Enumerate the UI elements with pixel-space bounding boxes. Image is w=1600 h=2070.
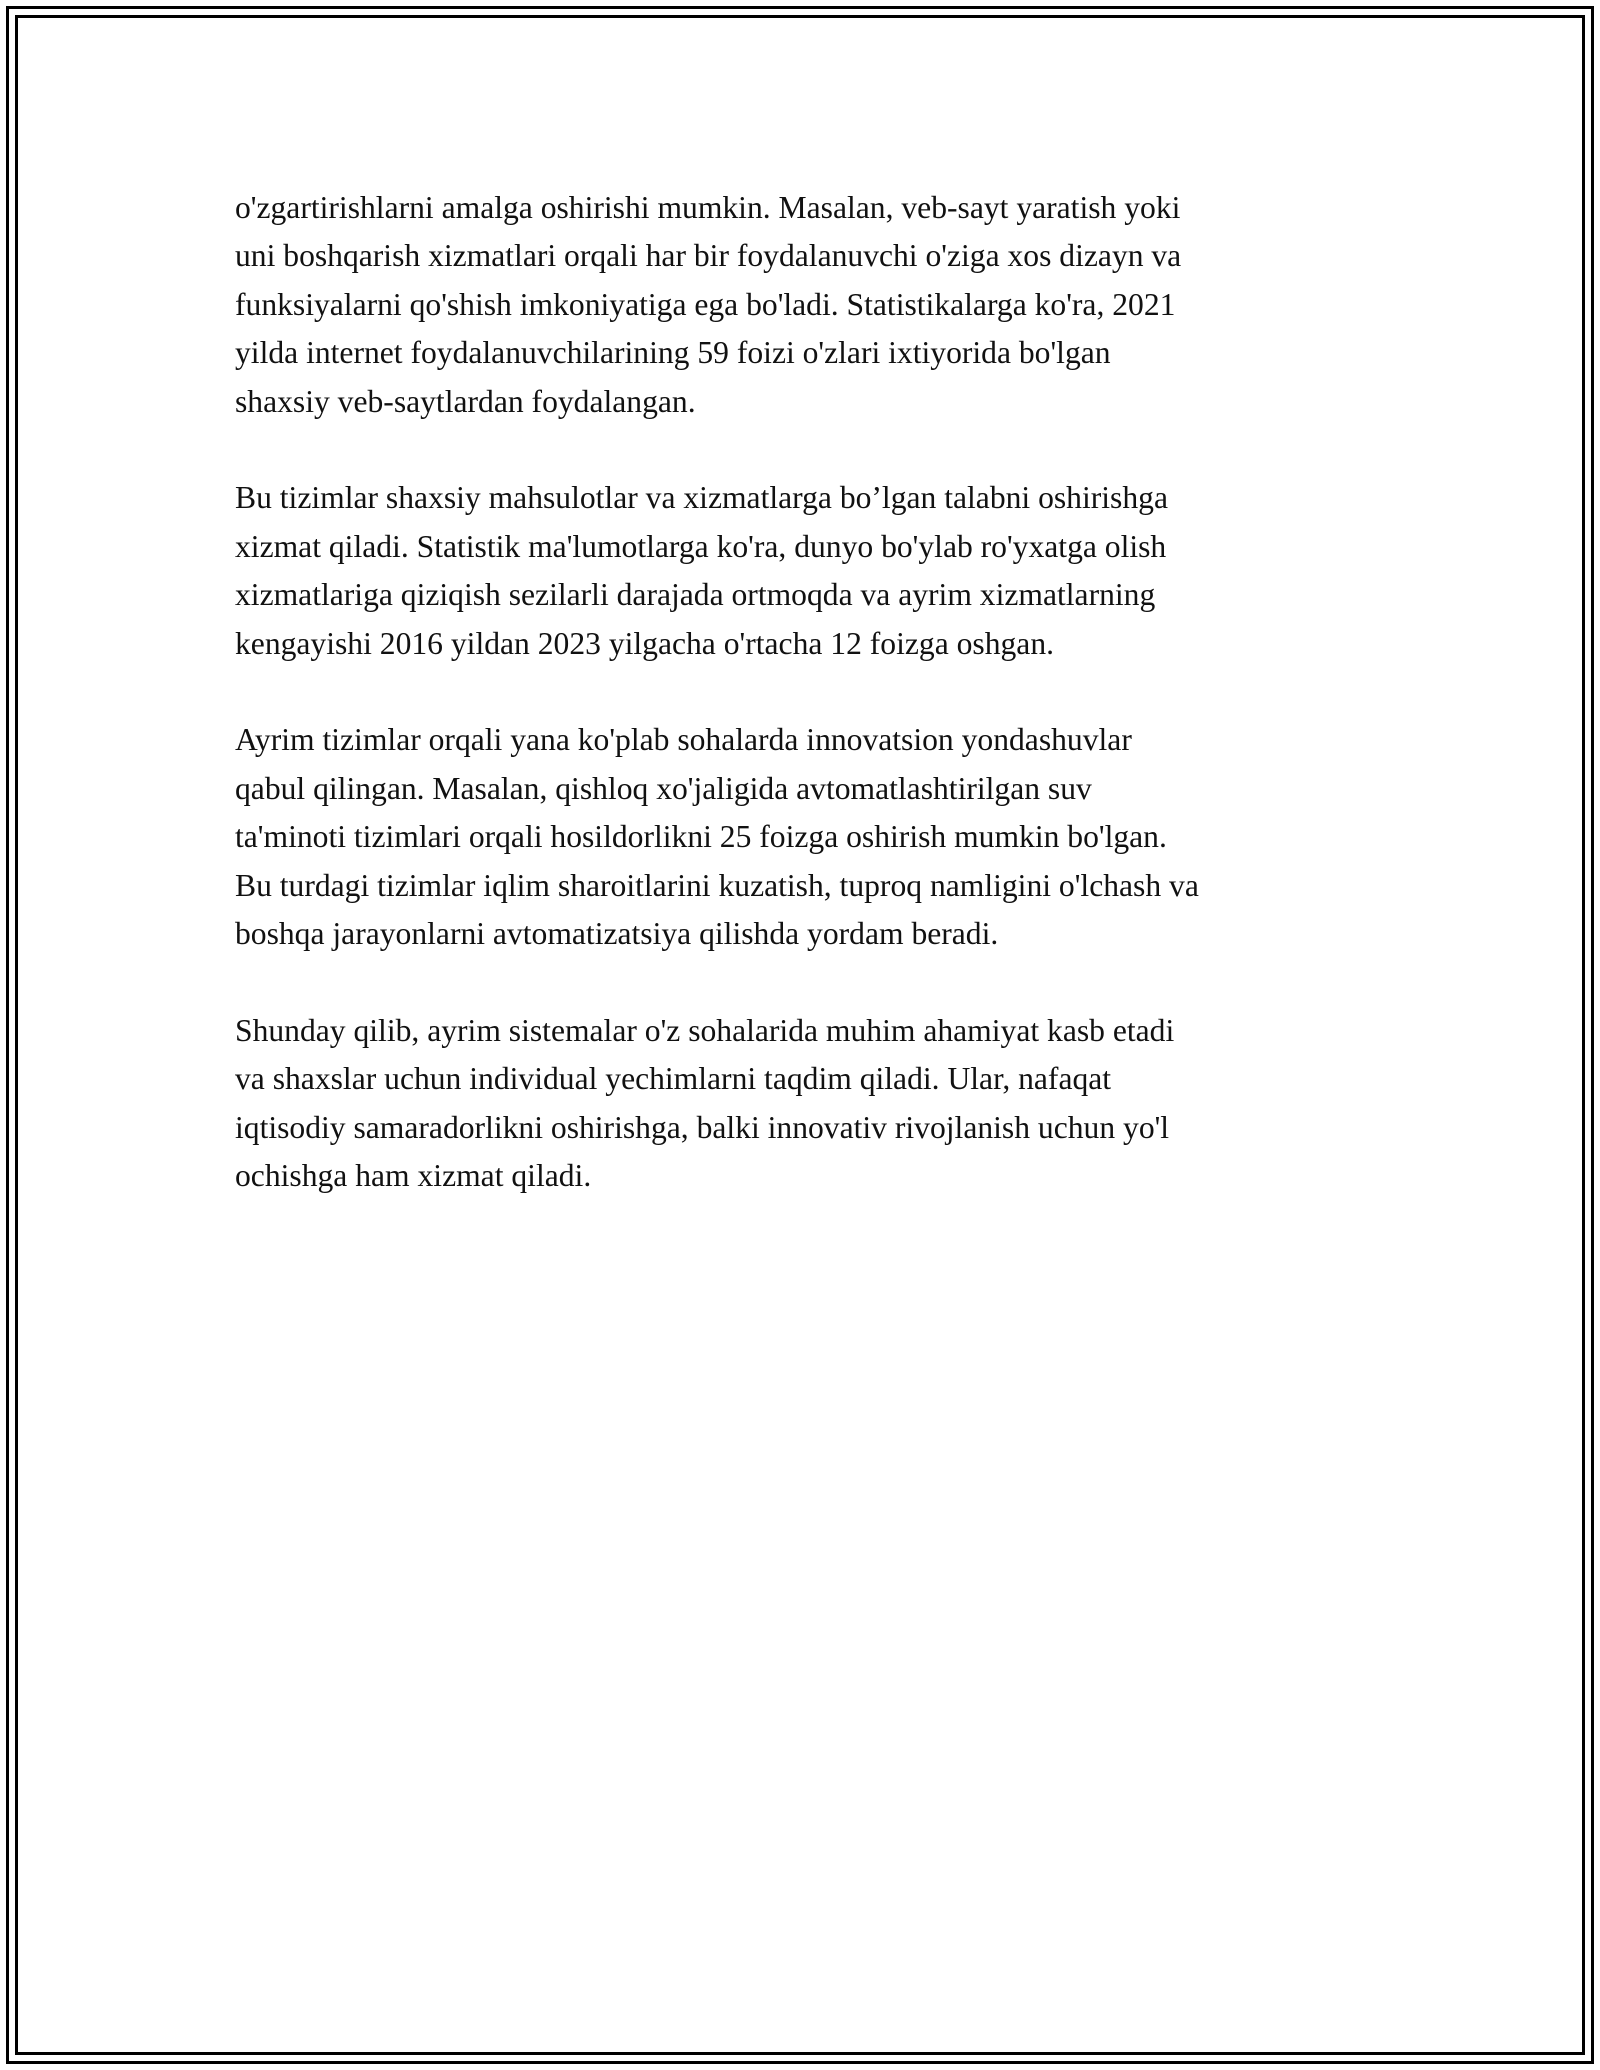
document-body xyxy=(235,184,1365,1249)
text-line: ta'minoti tizimlari orqali hosildorlikni 25 foizga oshirish mumkin bo'lgan. xyxy=(235,819,1167,855)
paragraph-1 xyxy=(235,184,1365,426)
text-line: Bu turdagi tizimlar iqlim sharoitlarini kuzatish, tuproq namligini o'lchash va xyxy=(235,867,1199,903)
text-line: va shaxslar uchun individual yechimlarni taqdim qiladi. Ular, nafaqat xyxy=(235,1061,1112,1097)
text-line: qabul qilingan. Masalan, qishloq xo'jaligida avtomatlashtirilgan suv xyxy=(235,770,1092,806)
text-line: uni boshqarish xizmatlari orqali har bir foydalanuvchi o'ziga xos dizayn va xyxy=(235,238,1182,274)
paragraph-4 xyxy=(235,1007,1365,1201)
text-line: boshqa jarayonlarni avtomatizatsiya qilishda yordam beradi. xyxy=(235,916,999,952)
text-line: iqtisodiy samaradorlikni oshirishga, balki innovativ rivojlanish uchun yo'l xyxy=(235,1109,1170,1145)
text-line: shaxsiy veb-saytlardan foydalangan. xyxy=(235,383,696,419)
paragraph-3 xyxy=(235,716,1365,958)
text-line: Shunday qilib, ayrim sistemalar o'z sohalarida muhim ahamiyat kasb etadi xyxy=(235,1012,1175,1048)
text-line: kengayishi 2016 yildan 2023 yilgacha o'rtacha 12 foizga oshgan. xyxy=(235,625,1055,661)
text-line: o'zgartirishlarni amalga oshirishi mumkin. Masalan, veb-sayt yaratish yoki xyxy=(235,190,1181,225)
text-line: yilda internet foydalanuvchilarining 59 foizi o'zlari ixtiyorida bo'lgan xyxy=(235,335,1111,371)
text-line: Ayrim tizimlar orqali yana ko'plab sohalarda innovatsion yondashuvlar xyxy=(235,722,1132,758)
paragraph-2 xyxy=(235,474,1365,668)
text-line: xizmat qiladi. Statistik ma'lumotlarga ko'ra, dunyo bo'ylab ro'yxatga olish xyxy=(235,528,1167,564)
text-line: xizmatlariga qiziqish sezilarli darajada ortmoqda va ayrim xizmatlarning xyxy=(235,577,1156,613)
text-line: Bu tizimlar shaxsiy mahsulotlar va xizmatlarga bo’lgan talabni oshirishga xyxy=(235,480,1168,516)
text-line: ochishga ham xizmat qiladi. xyxy=(235,1158,592,1194)
text-line: funksiyalarni qo'shish imkoniyatiga ega bo'ladi. Statistikalarga ko'ra, 2021 xyxy=(235,286,1176,322)
